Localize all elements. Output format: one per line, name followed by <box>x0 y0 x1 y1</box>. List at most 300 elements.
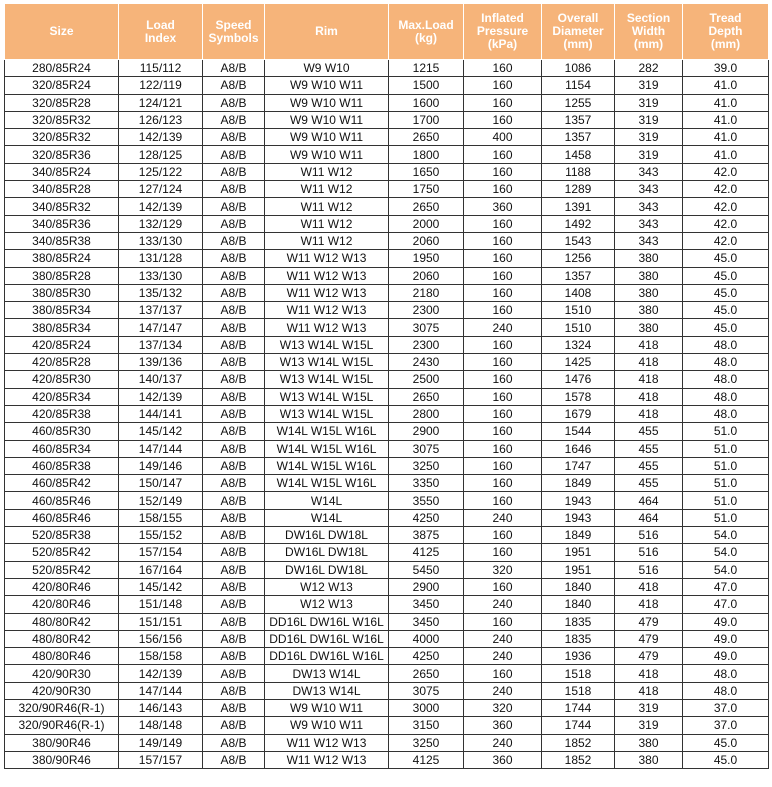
cell-max-load: 2430 <box>389 354 464 371</box>
cell-overall-diameter: 1357 <box>542 267 615 284</box>
cell-load-index: 152/149 <box>119 492 203 509</box>
table-row <box>5 734 769 751</box>
cell-max-load: 2900 <box>389 578 464 595</box>
table-row <box>5 405 769 422</box>
cell-tread-depth: 45.0 <box>683 250 769 267</box>
cell-size: 520/85R42 <box>5 561 119 578</box>
cell-tread-depth: 45.0 <box>683 751 769 768</box>
cell-overall-diameter: 1391 <box>542 198 615 215</box>
cell-speed-symbols: A8/B <box>203 215 265 232</box>
cell-speed-symbols: A8/B <box>203 440 265 457</box>
cell-load-index: 149/149 <box>119 734 203 751</box>
cell-size: 520/85R42 <box>5 544 119 561</box>
cell-tread-depth: 41.0 <box>683 146 769 163</box>
cell-overall-diameter: 1951 <box>542 544 615 561</box>
column-header-text: Rim <box>315 24 338 38</box>
cell-section-width: 380 <box>615 302 683 319</box>
cell-section-width: 418 <box>615 388 683 405</box>
cell-rim: W14L W15L W16L <box>265 440 389 457</box>
cell-speed-symbols: A8/B <box>203 77 265 94</box>
cell-section-width: 343 <box>615 215 683 232</box>
cell-size: 320/85R36 <box>5 146 119 163</box>
cell-overall-diameter: 1849 <box>542 475 615 492</box>
cell-max-load: 3075 <box>389 319 464 336</box>
cell-size: 420/85R28 <box>5 354 119 371</box>
cell-size: 340/85R32 <box>5 198 119 215</box>
cell-inflated-pressure: 160 <box>464 544 542 561</box>
cell-inflated-pressure: 360 <box>464 751 542 768</box>
cell-size: 460/85R46 <box>5 492 119 509</box>
cell-speed-symbols: A8/B <box>203 457 265 474</box>
cell-tread-depth: 48.0 <box>683 354 769 371</box>
cell-rim: DD16L DW16L W16L <box>265 648 389 665</box>
cell-tread-depth: 48.0 <box>683 388 769 405</box>
cell-section-width: 319 <box>615 129 683 146</box>
cell-inflated-pressure: 160 <box>464 336 542 353</box>
cell-overall-diameter: 1578 <box>542 388 615 405</box>
cell-speed-symbols: A8/B <box>203 198 265 215</box>
column-header-speed-symbols <box>203 4 265 60</box>
cell-rim: DW16L DW18L <box>265 544 389 561</box>
cell-max-load: 3450 <box>389 613 464 630</box>
cell-overall-diameter: 1852 <box>542 751 615 768</box>
cell-rim: W14L W15L W16L <box>265 475 389 492</box>
table-row <box>5 163 769 180</box>
table-row <box>5 475 769 492</box>
cell-max-load: 2060 <box>389 232 464 249</box>
cell-rim: W9 W10 W11 <box>265 146 389 163</box>
cell-rim: W9 W10 W11 <box>265 111 389 128</box>
cell-size: 460/85R34 <box>5 440 119 457</box>
cell-speed-symbols: A8/B <box>203 544 265 561</box>
cell-overall-diameter: 1324 <box>542 336 615 353</box>
cell-overall-diameter: 1086 <box>542 60 615 77</box>
table-row <box>5 94 769 111</box>
cell-section-width: 418 <box>615 354 683 371</box>
cell-overall-diameter: 1256 <box>542 250 615 267</box>
cell-speed-symbols: A8/B <box>203 751 265 768</box>
cell-speed-symbols: A8/B <box>203 111 265 128</box>
cell-section-width: 282 <box>615 60 683 77</box>
cell-max-load: 2650 <box>389 665 464 682</box>
cell-tread-depth: 51.0 <box>683 492 769 509</box>
cell-section-width: 464 <box>615 492 683 509</box>
cell-overall-diameter: 1544 <box>542 423 615 440</box>
cell-max-load: 1700 <box>389 111 464 128</box>
cell-inflated-pressure: 160 <box>464 354 542 371</box>
cell-rim: W9 W10 W11 <box>265 77 389 94</box>
cell-section-width: 418 <box>615 578 683 595</box>
cell-section-width: 380 <box>615 734 683 751</box>
cell-tread-depth: 48.0 <box>683 665 769 682</box>
cell-speed-symbols: A8/B <box>203 734 265 751</box>
cell-speed-symbols: A8/B <box>203 302 265 319</box>
cell-size: 340/85R36 <box>5 215 119 232</box>
cell-overall-diameter: 1744 <box>542 699 615 716</box>
cell-size: 380/85R34 <box>5 302 119 319</box>
cell-tread-depth: 45.0 <box>683 734 769 751</box>
cell-tread-depth: 45.0 <box>683 267 769 284</box>
cell-load-index: 133/130 <box>119 232 203 249</box>
cell-max-load: 2500 <box>389 371 464 388</box>
cell-section-width: 455 <box>615 440 683 457</box>
table-row <box>5 198 769 215</box>
cell-inflated-pressure: 160 <box>464 371 542 388</box>
cell-section-width: 319 <box>615 717 683 734</box>
cell-section-width: 464 <box>615 509 683 526</box>
column-header-text: Tread <box>709 11 742 25</box>
cell-section-width: 380 <box>615 267 683 284</box>
cell-rim: W11 W12 <box>265 198 389 215</box>
table-row <box>5 336 769 353</box>
column-header-text: Size <box>49 24 74 38</box>
cell-max-load: 3875 <box>389 527 464 544</box>
cell-load-index: 157/154 <box>119 544 203 561</box>
cell-load-index: 142/139 <box>119 198 203 215</box>
cell-load-index: 144/141 <box>119 405 203 422</box>
cell-load-index: 139/136 <box>119 354 203 371</box>
cell-inflated-pressure: 240 <box>464 319 542 336</box>
cell-size: 420/85R24 <box>5 336 119 353</box>
table-row <box>5 596 769 613</box>
cell-overall-diameter: 1476 <box>542 371 615 388</box>
cell-max-load: 2180 <box>389 284 464 301</box>
cell-tread-depth: 48.0 <box>683 405 769 422</box>
cell-section-width: 516 <box>615 561 683 578</box>
table-row <box>5 111 769 128</box>
table-row <box>5 423 769 440</box>
cell-tread-depth: 54.0 <box>683 544 769 561</box>
cell-tread-depth: 48.0 <box>683 371 769 388</box>
cell-overall-diameter: 1646 <box>542 440 615 457</box>
table-row <box>5 648 769 665</box>
cell-inflated-pressure: 160 <box>464 284 542 301</box>
cell-inflated-pressure: 240 <box>464 596 542 613</box>
cell-section-width: 455 <box>615 457 683 474</box>
cell-tread-depth: 37.0 <box>683 717 769 734</box>
cell-rim: W12 W13 <box>265 578 389 595</box>
column-header-text: (kg) <box>415 30 437 45</box>
cell-load-index: 122/119 <box>119 77 203 94</box>
cell-overall-diameter: 1408 <box>542 284 615 301</box>
table-row <box>5 146 769 163</box>
cell-overall-diameter: 1458 <box>542 146 615 163</box>
cell-overall-diameter: 1154 <box>542 77 615 94</box>
cell-max-load: 2300 <box>389 302 464 319</box>
column-header-text: Depth <box>708 24 743 38</box>
cell-load-index: 115/112 <box>119 60 203 77</box>
cell-overall-diameter: 1188 <box>542 163 615 180</box>
column-header-text: Max.Load <box>398 17 454 32</box>
cell-inflated-pressure: 160 <box>464 215 542 232</box>
cell-inflated-pressure: 160 <box>464 388 542 405</box>
cell-overall-diameter: 1357 <box>542 111 615 128</box>
cell-load-index: 150/147 <box>119 475 203 492</box>
column-header-tread-depth <box>683 4 769 60</box>
column-header-text: (mm) <box>710 37 741 51</box>
cell-size: 480/80R42 <box>5 613 119 630</box>
cell-size: 420/80R46 <box>5 578 119 595</box>
column-header-text: Inflated <box>481 11 524 25</box>
cell-size: 460/85R46 <box>5 509 119 526</box>
table-row <box>5 319 769 336</box>
cell-section-width: 418 <box>615 336 683 353</box>
cell-load-index: 127/124 <box>119 181 203 198</box>
cell-rim: W14L W15L W16L <box>265 423 389 440</box>
cell-rim: W11 W12 W13 <box>265 734 389 751</box>
cell-speed-symbols: A8/B <box>203 578 265 595</box>
cell-speed-symbols: A8/B <box>203 371 265 388</box>
cell-size: 320/85R24 <box>5 77 119 94</box>
column-header-text: Section <box>626 11 671 25</box>
cell-tread-depth: 48.0 <box>683 336 769 353</box>
cell-overall-diameter: 1510 <box>542 302 615 319</box>
cell-tread-depth: 42.0 <box>683 198 769 215</box>
table-row <box>5 613 769 630</box>
cell-section-width: 418 <box>615 682 683 699</box>
cell-overall-diameter: 1835 <box>542 613 615 630</box>
table-row <box>5 751 769 768</box>
table-row <box>5 509 769 526</box>
cell-speed-symbols: A8/B <box>203 267 265 284</box>
cell-inflated-pressure: 160 <box>464 94 542 111</box>
cell-tread-depth: 51.0 <box>683 440 769 457</box>
cell-size: 420/80R46 <box>5 596 119 613</box>
cell-overall-diameter: 1289 <box>542 181 615 198</box>
cell-tread-depth: 42.0 <box>683 232 769 249</box>
cell-rim: DW16L DW18L <box>265 561 389 578</box>
cell-load-index: 132/129 <box>119 215 203 232</box>
cell-speed-symbols: A8/B <box>203 388 265 405</box>
table-row <box>5 354 769 371</box>
cell-tread-depth: 42.0 <box>683 163 769 180</box>
cell-load-index: 147/144 <box>119 440 203 457</box>
table-row <box>5 267 769 284</box>
cell-inflated-pressure: 160 <box>464 146 542 163</box>
table-row <box>5 665 769 682</box>
cell-speed-symbols: A8/B <box>203 527 265 544</box>
cell-speed-symbols: A8/B <box>203 146 265 163</box>
cell-max-load: 4125 <box>389 544 464 561</box>
cell-rim: DD16L DW16L W16L <box>265 630 389 647</box>
cell-tread-depth: 49.0 <box>683 613 769 630</box>
cell-inflated-pressure: 160 <box>464 250 542 267</box>
cell-overall-diameter: 1943 <box>542 492 615 509</box>
cell-load-index: 155/152 <box>119 527 203 544</box>
cell-speed-symbols: A8/B <box>203 319 265 336</box>
cell-load-index: 147/144 <box>119 682 203 699</box>
cell-load-index: 142/139 <box>119 388 203 405</box>
cell-load-index: 137/137 <box>119 302 203 319</box>
cell-rim: W9 W10 W11 <box>265 129 389 146</box>
cell-max-load: 3450 <box>389 596 464 613</box>
cell-size: 380/85R30 <box>5 284 119 301</box>
cell-tread-depth: 45.0 <box>683 319 769 336</box>
cell-rim: W13 W14L W15L <box>265 371 389 388</box>
cell-rim: W9 W10 <box>265 60 389 77</box>
cell-inflated-pressure: 160 <box>464 423 542 440</box>
cell-section-width: 343 <box>615 232 683 249</box>
column-header-load-index <box>119 4 203 60</box>
cell-tread-depth: 42.0 <box>683 181 769 198</box>
column-header-text: Overall <box>557 11 599 25</box>
cell-max-load: 2000 <box>389 215 464 232</box>
table-row <box>5 371 769 388</box>
table-row <box>5 181 769 198</box>
cell-rim: W11 W12 W13 <box>265 751 389 768</box>
table-row <box>5 60 769 77</box>
cell-load-index: 148/148 <box>119 717 203 734</box>
table-row <box>5 250 769 267</box>
cell-speed-symbols: A8/B <box>203 648 265 665</box>
table-row <box>5 302 769 319</box>
cell-max-load: 1950 <box>389 250 464 267</box>
cell-inflated-pressure: 160 <box>464 77 542 94</box>
cell-section-width: 380 <box>615 250 683 267</box>
table-row <box>5 440 769 457</box>
table-row <box>5 492 769 509</box>
tire-spec-table <box>4 3 769 769</box>
cell-load-index: 146/143 <box>119 699 203 716</box>
cell-tread-depth: 39.0 <box>683 60 769 77</box>
cell-rim: W11 W12 W13 <box>265 250 389 267</box>
column-header-text: Index <box>144 30 177 45</box>
column-header-text: Pressure <box>476 24 529 38</box>
cell-overall-diameter: 1747 <box>542 457 615 474</box>
cell-inflated-pressure: 160 <box>464 232 542 249</box>
column-header-text: Speed <box>215 17 252 32</box>
table-row <box>5 561 769 578</box>
cell-overall-diameter: 1679 <box>542 405 615 422</box>
cell-rim: W9 W10 W11 <box>265 699 389 716</box>
cell-max-load: 3350 <box>389 475 464 492</box>
cell-load-index: 145/142 <box>119 423 203 440</box>
cell-rim: W11 W12 W13 <box>265 267 389 284</box>
cell-tread-depth: 51.0 <box>683 423 769 440</box>
cell-inflated-pressure: 360 <box>464 717 542 734</box>
cell-tread-depth: 49.0 <box>683 648 769 665</box>
cell-max-load: 4000 <box>389 630 464 647</box>
cell-max-load: 1600 <box>389 94 464 111</box>
cell-max-load: 1650 <box>389 163 464 180</box>
cell-overall-diameter: 1835 <box>542 630 615 647</box>
cell-overall-diameter: 1936 <box>542 648 615 665</box>
table-body <box>5 60 769 769</box>
cell-overall-diameter: 1425 <box>542 354 615 371</box>
cell-speed-symbols: A8/B <box>203 665 265 682</box>
cell-tread-depth: 47.0 <box>683 578 769 595</box>
cell-size: 380/90R46 <box>5 751 119 768</box>
cell-inflated-pressure: 160 <box>464 613 542 630</box>
table-row <box>5 699 769 716</box>
table-row <box>5 630 769 647</box>
cell-size: 320/85R32 <box>5 111 119 128</box>
cell-inflated-pressure: 240 <box>464 682 542 699</box>
cell-speed-symbols: A8/B <box>203 94 265 111</box>
cell-max-load: 2900 <box>389 423 464 440</box>
cell-speed-symbols: A8/B <box>203 717 265 734</box>
cell-section-width: 380 <box>615 319 683 336</box>
cell-tread-depth: 41.0 <box>683 77 769 94</box>
cell-size: 280/85R24 <box>5 60 119 77</box>
cell-load-index: 149/146 <box>119 457 203 474</box>
cell-section-width: 418 <box>615 665 683 682</box>
cell-rim: W13 W14L W15L <box>265 388 389 405</box>
cell-rim: DW13 W14L <box>265 682 389 699</box>
cell-max-load: 1215 <box>389 60 464 77</box>
column-header-text: Load <box>146 17 175 32</box>
cell-speed-symbols: A8/B <box>203 232 265 249</box>
cell-max-load: 1500 <box>389 77 464 94</box>
table-row <box>5 388 769 405</box>
cell-size: 320/85R28 <box>5 94 119 111</box>
cell-tread-depth: 47.0 <box>683 596 769 613</box>
cell-size: 380/85R24 <box>5 250 119 267</box>
cell-load-index: 157/157 <box>119 751 203 768</box>
cell-inflated-pressure: 160 <box>464 405 542 422</box>
cell-max-load: 4125 <box>389 751 464 768</box>
cell-speed-symbols: A8/B <box>203 613 265 630</box>
cell-size: 340/85R24 <box>5 163 119 180</box>
cell-size: 420/85R34 <box>5 388 119 405</box>
cell-load-index: 128/125 <box>119 146 203 163</box>
cell-speed-symbols: A8/B <box>203 336 265 353</box>
cell-rim: W11 W12 <box>265 215 389 232</box>
cell-rim: W9 W10 W11 <box>265 94 389 111</box>
column-header-section-width <box>615 4 683 60</box>
cell-size: 380/85R28 <box>5 267 119 284</box>
cell-overall-diameter: 1852 <box>542 734 615 751</box>
cell-rim: W11 W12 W13 <box>265 284 389 301</box>
cell-section-width: 455 <box>615 423 683 440</box>
cell-tread-depth: 37.0 <box>683 699 769 716</box>
cell-rim: W14L <box>265 509 389 526</box>
column-header-inflated-pressure <box>464 4 542 60</box>
cell-rim: DD16L DW16L W16L <box>265 613 389 630</box>
cell-rim: W13 W14L W15L <box>265 354 389 371</box>
cell-tread-depth: 51.0 <box>683 457 769 474</box>
table-row <box>5 717 769 734</box>
cell-load-index: 131/128 <box>119 250 203 267</box>
cell-size: 420/85R30 <box>5 371 119 388</box>
cell-load-index: 142/139 <box>119 129 203 146</box>
cell-rim: W11 W12 W13 <box>265 302 389 319</box>
cell-inflated-pressure: 160 <box>464 181 542 198</box>
cell-load-index: 151/151 <box>119 613 203 630</box>
cell-size: 320/90R46(R-1) <box>5 699 119 716</box>
cell-size: 320/90R46(R-1) <box>5 717 119 734</box>
table-row <box>5 215 769 232</box>
table-row <box>5 682 769 699</box>
cell-speed-symbols: A8/B <box>203 561 265 578</box>
cell-inflated-pressure: 160 <box>464 578 542 595</box>
cell-section-width: 479 <box>615 613 683 630</box>
cell-rim: W9 W10 W11 <box>265 717 389 734</box>
cell-section-width: 418 <box>615 405 683 422</box>
cell-speed-symbols: A8/B <box>203 163 265 180</box>
cell-tread-depth: 49.0 <box>683 630 769 647</box>
cell-section-width: 319 <box>615 77 683 94</box>
cell-max-load: 3000 <box>389 699 464 716</box>
cell-rim: W11 W12 <box>265 181 389 198</box>
cell-size: 460/85R38 <box>5 457 119 474</box>
cell-load-index: 125/122 <box>119 163 203 180</box>
cell-load-index: 135/132 <box>119 284 203 301</box>
cell-speed-symbols: A8/B <box>203 492 265 509</box>
cell-max-load: 2800 <box>389 405 464 422</box>
cell-load-index: 124/121 <box>119 94 203 111</box>
cell-section-width: 479 <box>615 648 683 665</box>
